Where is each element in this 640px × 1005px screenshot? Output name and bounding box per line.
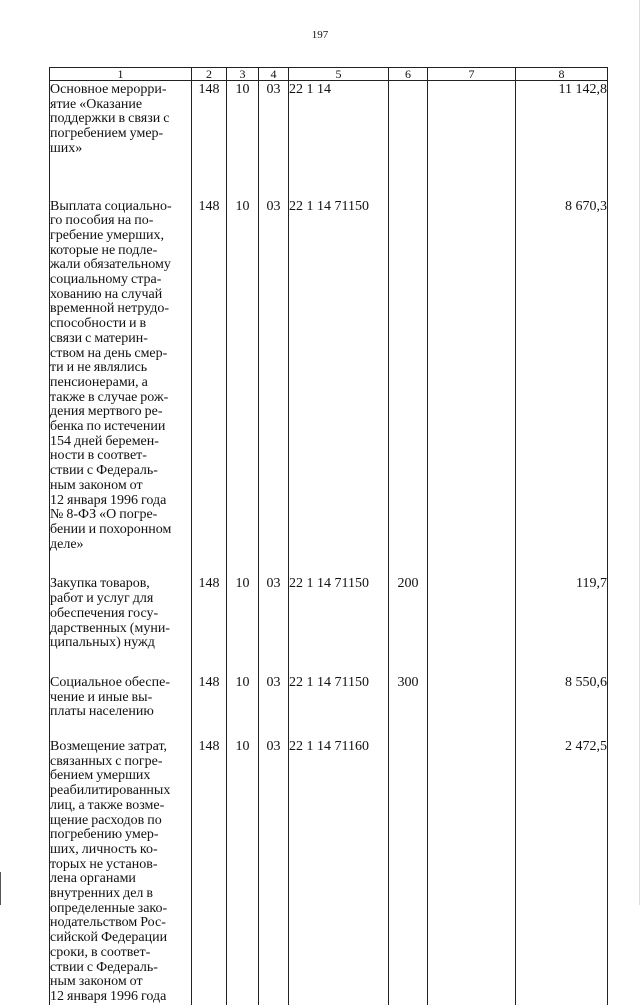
row-name-line: ным законом от xyxy=(50,974,143,990)
row-name-line: гребение умерших, xyxy=(50,227,164,243)
subsection-cell: 03 xyxy=(259,81,289,200)
target-article-cell: 22 1 14 71150 xyxy=(289,200,389,578)
row-name-line: ших, личность ко- xyxy=(50,841,158,857)
row-name-line: дения мертвого ре- xyxy=(50,404,163,420)
row-name-line: которые не подле- xyxy=(50,242,158,258)
column-header: 5 xyxy=(289,68,389,81)
amount-cell: 2 472,5 xyxy=(516,740,608,1005)
expense-type-cell: 300 xyxy=(389,676,428,740)
row-name-line: го пособия на по- xyxy=(50,213,154,229)
column-7-cell xyxy=(428,676,516,740)
table-row xyxy=(50,740,608,1005)
admin-code-cell: 148 xyxy=(192,676,227,740)
row-name-line: бении и похоронном xyxy=(50,521,172,537)
column-header: 3 xyxy=(227,68,259,81)
row-name-line: определенные зако- xyxy=(50,900,168,916)
row-name-line: лиц, а также возме- xyxy=(50,797,165,813)
budget-table xyxy=(49,67,608,1005)
row-name-line: погребению умер- xyxy=(50,827,159,843)
row-name-line: Закупка товаров, xyxy=(50,576,150,592)
row-name-line: ти и не являлись xyxy=(50,360,148,376)
row-name-line: ципальных) нужд xyxy=(50,635,155,651)
row-name-line: чение и иные вы- xyxy=(50,689,153,705)
section-cell: 10 xyxy=(227,81,259,200)
column-7-cell xyxy=(428,200,516,578)
amount-cell: 8 670,3 xyxy=(516,200,608,578)
expense-type-cell xyxy=(389,200,428,578)
column-header: 8 xyxy=(516,68,608,81)
row-name-line: платы населению xyxy=(50,704,154,720)
row-name-line: поддержки в связи с xyxy=(50,111,170,127)
row-name-line: ным законом от xyxy=(50,477,143,493)
row-name-line: жали обязательному xyxy=(50,257,171,273)
row-name-line: нодательством Рос- xyxy=(50,915,166,931)
row-name-line: ством на день смер- xyxy=(50,345,168,361)
row-name-line: дарственных (муни- xyxy=(50,620,170,636)
subsection-cell: 03 xyxy=(259,740,289,1005)
section-cell: 10 xyxy=(227,577,259,676)
row-name-line: сроки, в соответ- xyxy=(50,944,151,960)
row-name-line: торых не установ- xyxy=(50,856,158,872)
section-cell: 10 xyxy=(227,740,259,1005)
column-header: 2 xyxy=(192,68,227,81)
table-row xyxy=(50,81,608,200)
expense-type-cell: 200 xyxy=(389,577,428,676)
table-row xyxy=(50,577,608,676)
row-name-line: ятие «Оказание xyxy=(50,96,143,112)
row-name-cell xyxy=(50,200,192,578)
column-header: 6 xyxy=(389,68,428,81)
row-name-line: реабилитированных xyxy=(50,783,171,799)
admin-code-cell: 148 xyxy=(192,577,227,676)
column-7-cell xyxy=(428,577,516,676)
column-7-cell xyxy=(428,740,516,1005)
row-name-line: ности в соответ- xyxy=(50,448,147,464)
row-name-cell xyxy=(50,740,192,1005)
row-name-line: погребением умер- xyxy=(50,126,164,142)
row-name-line: бением умерших xyxy=(50,768,151,784)
row-name-line: щение расходов по xyxy=(50,812,162,828)
row-name-line: деле» xyxy=(50,536,84,552)
column-7-cell xyxy=(428,81,516,200)
row-name-line: также в случае рож- xyxy=(50,389,169,405)
scan-edge-mark xyxy=(0,872,1,905)
amount-cell: 119,7 xyxy=(516,577,608,676)
row-name-line: Основное мероpри- xyxy=(50,82,167,97)
column-header: 1 xyxy=(50,68,192,81)
amount-cell: 8 550,6 xyxy=(516,676,608,740)
section-cell: 10 xyxy=(227,676,259,740)
row-name-line: Возмещение затрат, xyxy=(50,739,168,755)
section-cell: 10 xyxy=(227,200,259,578)
row-name-line: работ и услуг для xyxy=(50,591,154,607)
row-name-line: связанных с погре- xyxy=(50,753,163,769)
target-article-cell: 22 1 14 71160 xyxy=(289,740,389,1005)
row-name-line: способности и в xyxy=(50,316,147,332)
row-name-line: № 8-ФЗ «О погре- xyxy=(50,507,158,523)
row-name-line: ствии с Федераль- xyxy=(50,959,158,975)
row-name-line: обеспечения госу- xyxy=(50,605,159,621)
row-name-line: 154 дней беремен- xyxy=(50,433,159,449)
admin-code-cell: 148 xyxy=(192,81,227,200)
expense-type-cell xyxy=(389,740,428,1005)
column-header: 7 xyxy=(428,68,516,81)
target-article-cell: 22 1 14 71150 xyxy=(289,577,389,676)
row-name-line: ствии с Федераль- xyxy=(50,463,158,479)
row-name-line: бенка по истечении xyxy=(50,419,166,435)
subsection-cell: 03 xyxy=(259,676,289,740)
row-name-cell xyxy=(50,676,192,740)
target-article-cell: 22 1 14 xyxy=(289,81,389,200)
table-row xyxy=(50,200,608,578)
row-name-line: Выплата социально- xyxy=(50,198,172,214)
header-row xyxy=(50,68,608,81)
target-article-cell: 22 1 14 71150 xyxy=(289,676,389,740)
row-name-line: пенсионерами, а xyxy=(50,374,148,390)
expense-type-cell xyxy=(389,81,428,200)
amount-cell: 11 142,8 xyxy=(516,81,608,200)
row-name-line: хованию на случай xyxy=(50,286,163,302)
admin-code-cell: 148 xyxy=(192,740,227,1005)
column-header: 4 xyxy=(259,68,289,81)
table-row xyxy=(50,676,608,740)
row-name-line: внутренних дел в xyxy=(50,886,154,902)
row-name-line: связи с материн- xyxy=(50,330,148,346)
page-number: 197 xyxy=(311,29,329,41)
subsection-cell: 03 xyxy=(259,200,289,578)
row-name-line: ших» xyxy=(50,140,83,156)
row-name-line: сийской Федерации xyxy=(50,930,168,946)
admin-code-cell: 148 xyxy=(192,200,227,578)
row-name-line: временной нетрудо- xyxy=(50,301,170,317)
row-name-cell xyxy=(50,81,192,200)
row-name-cell xyxy=(50,577,192,676)
subsection-cell: 03 xyxy=(259,577,289,676)
row-name-line: социальному стра- xyxy=(50,272,162,288)
row-name-line: Социальное обеспе- xyxy=(50,674,170,690)
row-name-line: 12 января 1996 года xyxy=(50,988,167,1004)
row-name-line: 12 января 1996 года xyxy=(50,492,167,508)
row-name-line: лена органами xyxy=(50,871,136,887)
